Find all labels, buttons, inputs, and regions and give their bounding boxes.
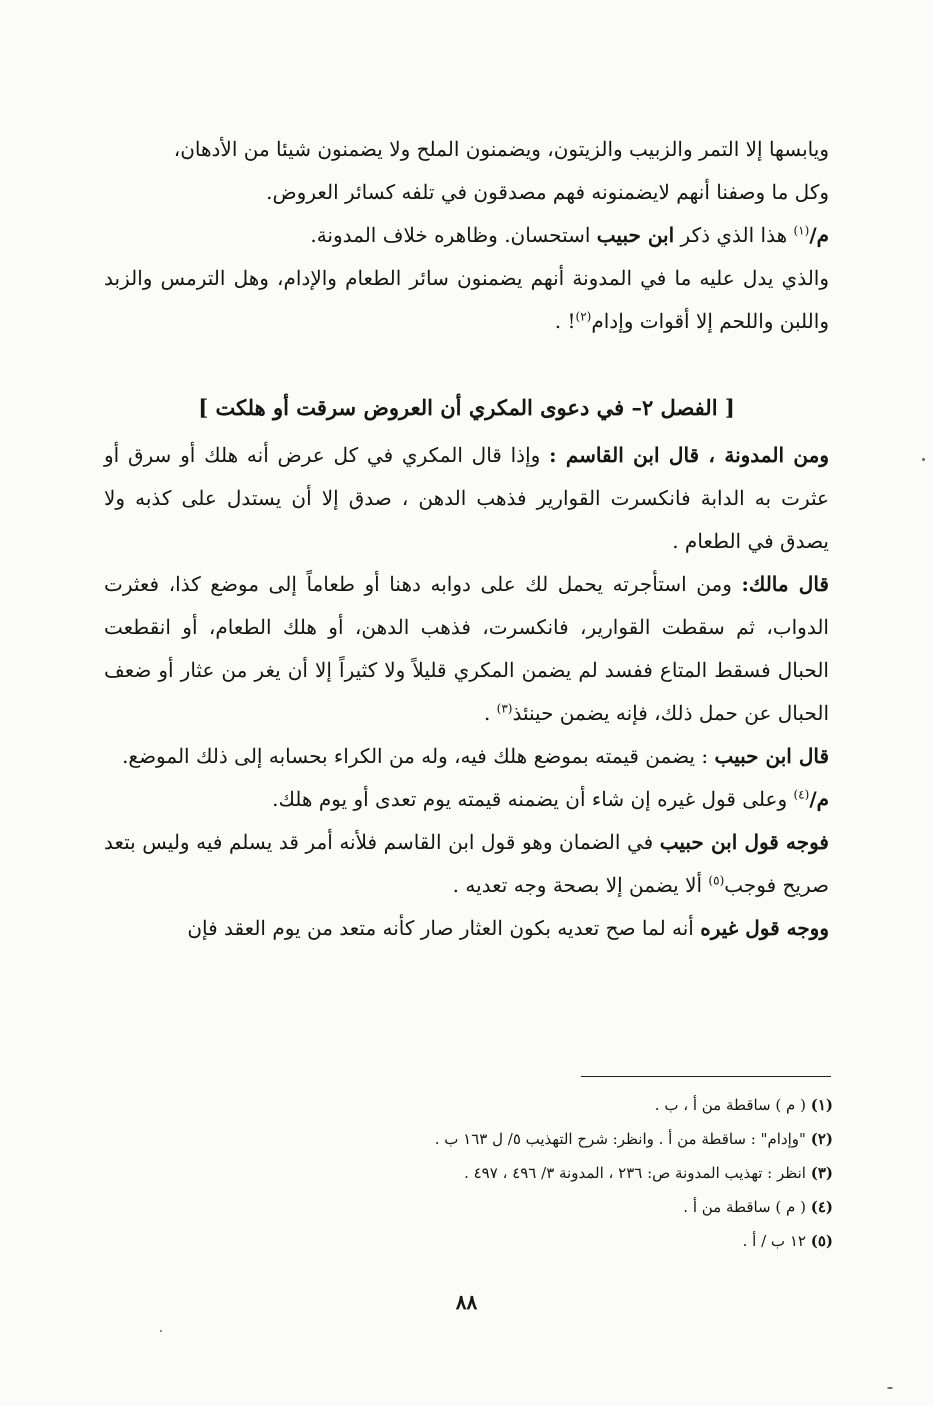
paragraph-7 bbox=[104, 778, 829, 821]
footnote-separator bbox=[581, 1076, 831, 1077]
paragraph-3 bbox=[104, 257, 829, 343]
paragraph-9-lead: ووجه قول غيره bbox=[700, 916, 829, 940]
scan-speck bbox=[160, 1330, 162, 1332]
footnote-5 bbox=[104, 1224, 833, 1258]
footnote-text: ( م ) ساقطة من أ . bbox=[683, 1198, 806, 1216]
paragraph-2-text-a: هذا الذي ذكر bbox=[674, 223, 794, 247]
paragraph-6-lead: قال ابن حبيب bbox=[714, 744, 829, 768]
footnote-text: ١٢ ب / أ . bbox=[742, 1232, 806, 1250]
footnote-ref-2: (٢) bbox=[575, 309, 592, 324]
paragraph-5-lead: قال مالك: bbox=[741, 572, 829, 596]
scan-speck bbox=[887, 1387, 893, 1389]
page-number: ٨٨ bbox=[455, 1290, 478, 1314]
paragraph-4 bbox=[104, 434, 829, 563]
footnote-1 bbox=[104, 1088, 833, 1122]
paragraph-5-text: ومن استأجرته يحمل لك على دوابه دهنا أو طعاماً إلى موضع كذا، فعثرت الدواب، ثم سقطت القوارير، فانكسرت، فذهب الدهن، أو هلك الطعام، أو انقطعت الحبال فسقط المتاع ففسد لم يضمن المكري قليلاً ولا كثيراً إلا أن يغر من عثار أو ضعف الحبال عن حمل ذلك، فإنه يضمن حينئذ bbox=[104, 572, 829, 725]
footnote-number: (٥) bbox=[810, 1232, 833, 1250]
footnotes bbox=[104, 1088, 833, 1258]
paragraph-8-text: في الضمان وهو قول ابن القاسم فلأنه أمر قد يسلم فيه وليس بتعد صريح فوجب bbox=[104, 830, 829, 897]
paragraph-2-name: ابن حبيب bbox=[596, 223, 675, 247]
paragraph-4-lead: ومن المدونة ، قال ابن القاسم : bbox=[549, 443, 829, 467]
paragraph-4-text: وإذا قال المكري في كل عرض أنه هلك أو سرق أو عثرت به الدابة فانكسرت القوارير فذهب الدهن ، صدق إلا أن يستدل على كذبه ولا يصدق في الطعام . bbox=[104, 443, 829, 553]
main-text-block bbox=[104, 434, 829, 950]
footnote-text: ( م ) ساقطة من أ ، ب . bbox=[654, 1096, 806, 1114]
paragraph-2-text-b: استحسان. وظاهره خلاف المدونة. bbox=[310, 223, 597, 247]
paragraph-9-text: أنه لما صح تعديه بكون العثار صار كأنه متعد من يوم العقد فإن bbox=[187, 916, 701, 940]
paragraph-1 bbox=[104, 128, 829, 214]
paragraph-3-text: والذي يدل عليه ما في المدونة أنهم يضمنون سائر الطعام والإدام، وهل الترمس والزبد واللبن واللحم إلا أقوات وإدام bbox=[104, 266, 829, 333]
footnote-3 bbox=[104, 1156, 833, 1190]
footnote-number: (٢) bbox=[810, 1130, 833, 1148]
footnote-text: انظر : تهذيب المدونة ص: ٢٣٦ ، المدونة ٣/ ٤٩٦ ، ٤٩٧ . bbox=[464, 1164, 806, 1182]
paragraph-7-text: وعلى قول غيره إن شاء أن يضمنه قيمته يوم تعدى أو يوم هلك. bbox=[272, 787, 794, 811]
footnote-ref-4: (٤) bbox=[793, 787, 810, 802]
footnote-ref-1: (١) bbox=[793, 223, 810, 238]
paragraph-6-text: : يضمن قيمته بموضع هلك فيه، وله من الكراء بحسابه إلى ذلك الموضع. bbox=[122, 744, 715, 768]
footnote-2 bbox=[104, 1122, 833, 1156]
paragraph-5 bbox=[104, 563, 829, 735]
footnote-text: "وإدام" : ساقطة من أ . وانظر: شرح التهذيب ٥/ ل ١٦٣ ب . bbox=[434, 1130, 806, 1148]
paragraph-9 bbox=[104, 907, 829, 950]
paragraph-6 bbox=[104, 735, 829, 778]
paragraph-5-end: . bbox=[483, 701, 497, 725]
paragraph-2-lead: م/ bbox=[809, 223, 829, 247]
upper-text-block bbox=[104, 128, 829, 343]
paragraph-1-line-2: وكل ما وصفنا أنهم لايضمنونه فهم مصدقون في تلفه كسائر العروض. bbox=[266, 180, 829, 204]
paragraph-2 bbox=[104, 214, 829, 257]
section-heading: [ الفصل ٢– في دعوى المكري أن العروض سرقت أو هلكت ] bbox=[198, 395, 735, 420]
footnote-number: (٣) bbox=[810, 1164, 833, 1182]
footnote-4 bbox=[104, 1190, 833, 1224]
paragraph-7-lead: م/ bbox=[809, 787, 829, 811]
paragraph-8 bbox=[104, 821, 829, 907]
footnote-ref-5: (٥) bbox=[708, 873, 725, 888]
paragraph-8-end: ألا يضمن إلا بصحة وجه تعديه . bbox=[452, 873, 709, 897]
paragraph-1-line-1: ويابسها إلا التمر والزبيب والزيتون، ويضمنون الملح ولا يضمنون شيئا من الأدهان، bbox=[173, 137, 829, 161]
paragraph-8-lead: فوجه قول ابن حبيب bbox=[659, 830, 829, 854]
paragraph-3-end: ! . bbox=[554, 309, 576, 333]
footnote-ref-3: (٣) bbox=[496, 701, 513, 716]
scan-speck bbox=[922, 458, 925, 461]
footnote-number: (١) bbox=[810, 1096, 833, 1114]
footnote-number: (٤) bbox=[810, 1198, 833, 1216]
